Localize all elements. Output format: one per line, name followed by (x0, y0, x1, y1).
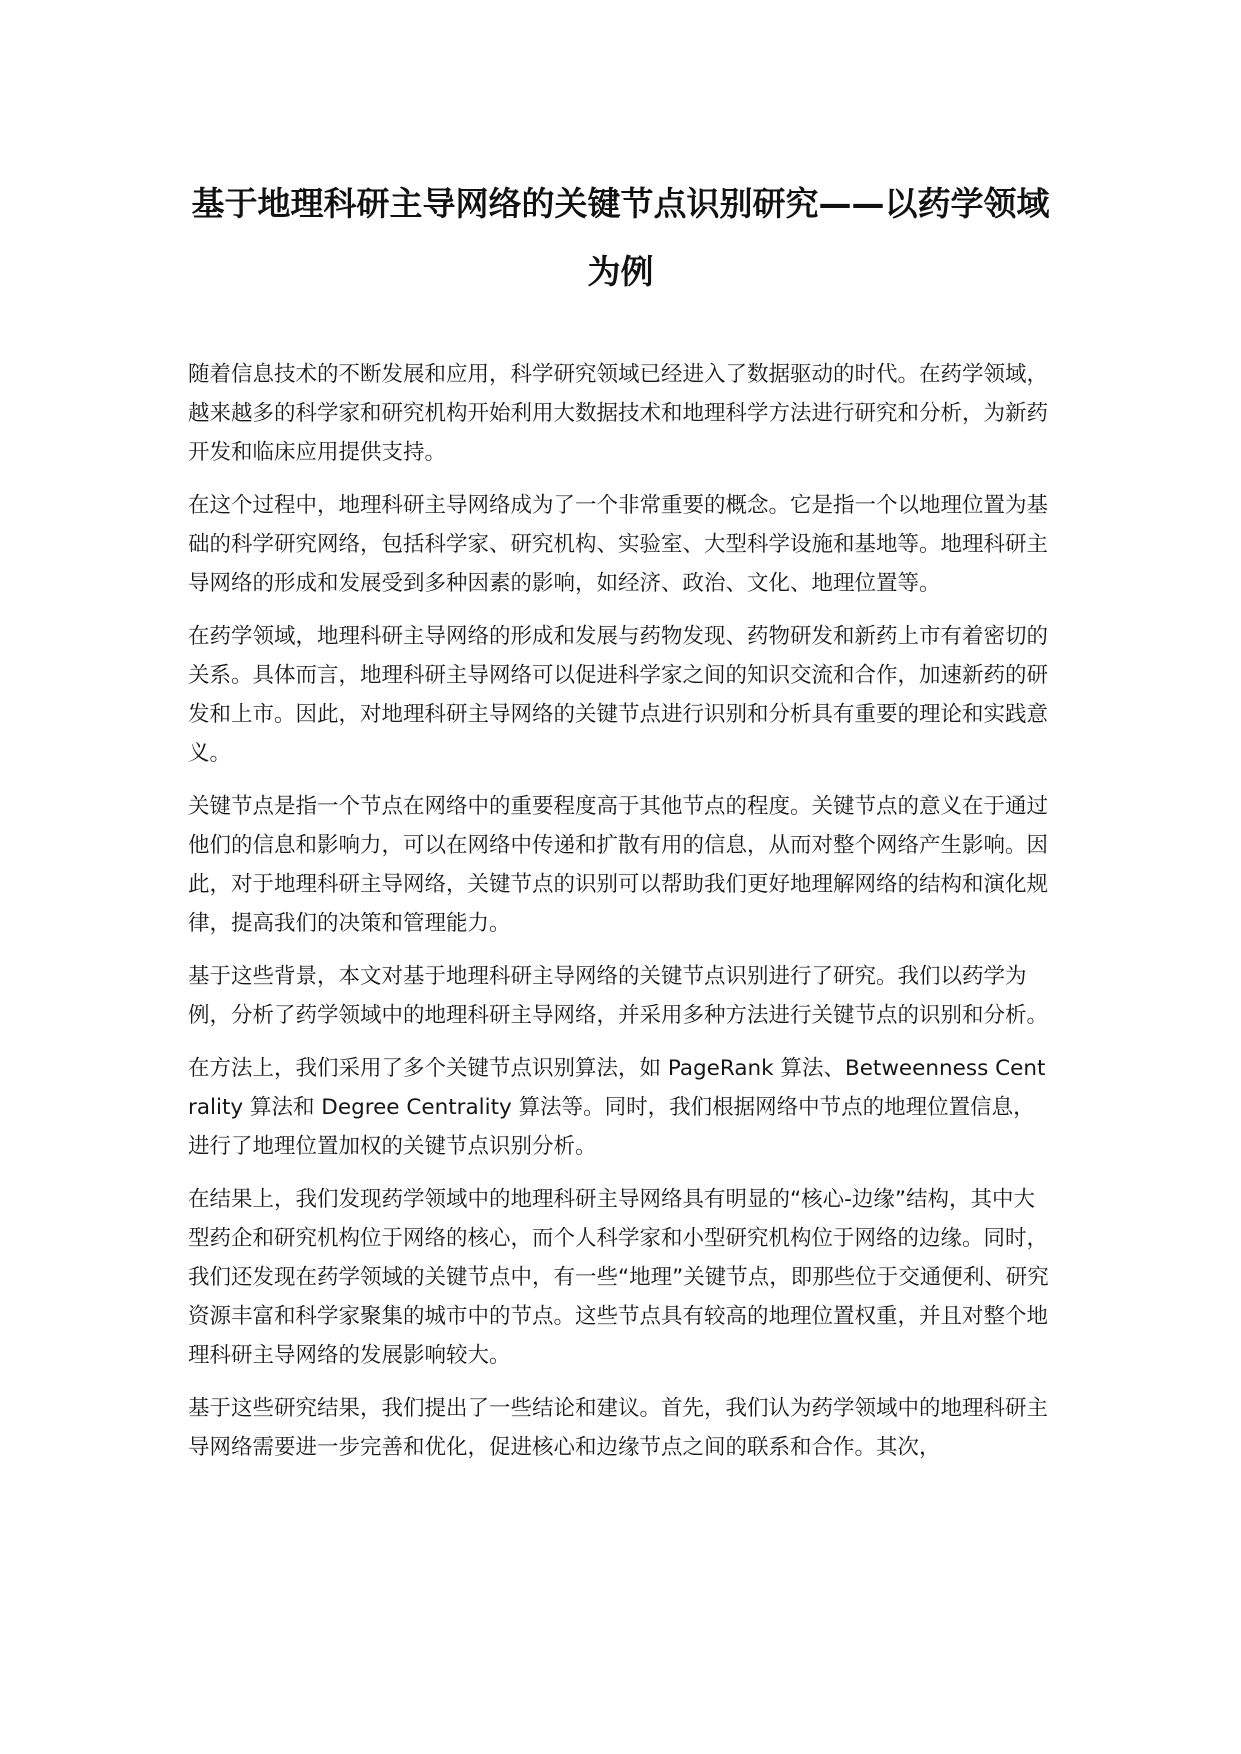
paragraph: 在方法上，我们采用了多个关键节点识别算法，如 PageRank 算法、Betweenness Centrality 算法和 Degree Centrality 算法等。同时，我们根据网络中节点的地理位置信息，进行了地理位置加权的关键节点识别分析。 (188, 1056, 1046, 1159)
paragraph: 关键节点是指一个节点在网络中的重要程度高于其他节点的程度。关键节点的意义在于通过他们的信息和影响力，可以在网络中传递和扩散有用的信息，从而对整个网络产生影响。因此，对于地理科研主导网络，关键节点的识别可以帮助我们更好地理解网络的结构和演化规律，提高我们的决策和管理能力。 (188, 794, 1049, 936)
paragraph: 随着信息技术的不断发展和应用，科学研究领域已经进入了数据驱动的时代。在药学领域，越来越多的科学家和研究机构开始利用大数据技术和地理科学方法进行研究和分析，为新药开发和临床应用提供支持。 (188, 362, 1049, 465)
paragraph: 基于这些背景，本文对基于地理科研主导网络的关键节点识别进行了研究。我们以药学为例，分析了药学领域中的地理科研主导网络，并采用多种方法进行关键节点的识别和分析。 (188, 964, 1049, 1028)
document-title: 基于地理科研主导网络的关键节点识别研究——以药学领域为例 (191, 184, 1050, 291)
paragraph: 基于这些研究结果，我们提出了一些结论和建议。首先，我们认为药学领域中的地理科研主导网络需要进一步完善和优化，促进核心和边缘节点之间的联系和合作。其次， (188, 1396, 1049, 1460)
document-body (188, 355, 1053, 1481)
paragraph: 在结果上，我们发现药学领域中的地理科研主导网络具有明显的“核心-边缘”结构，其中大型药企和研究机构位于网络的核心，而个人科学家和小型研究机构位于网络的边缘。同时，我们还发现在药学领域的关键节点中，有一些“地理”关键节点，即那些位于交通便利、研究资源丰富和科学家聚集的城市中的节点。这些节点具有较高的地理位置权重，并且对整个地理科研主导网络的发展影响较大。 (188, 1187, 1049, 1368)
paragraph: 在这个过程中，地理科研主导网络成为了一个非常重要的概念。它是指一个以地理位置为基础的科学研究网络，包括科学家、研究机构、实验室、大型科学设施和基地等。地理科研主导网络的形成和发展受到多种因素的影响，如经济、政治、文化、地理位置等。 (188, 493, 1049, 596)
paragraph: 在药学领域，地理科研主导网络的形成和发展与药物发现、药物研发和新药上市有着密切的关系。具体而言，地理科研主导网络可以促进科学家之间的知识交流和合作，加速新药的研发和上市。因此，对地理科研主导网络的关键节点进行识别和分析具有重要的理论和实践意义。 (188, 624, 1049, 766)
